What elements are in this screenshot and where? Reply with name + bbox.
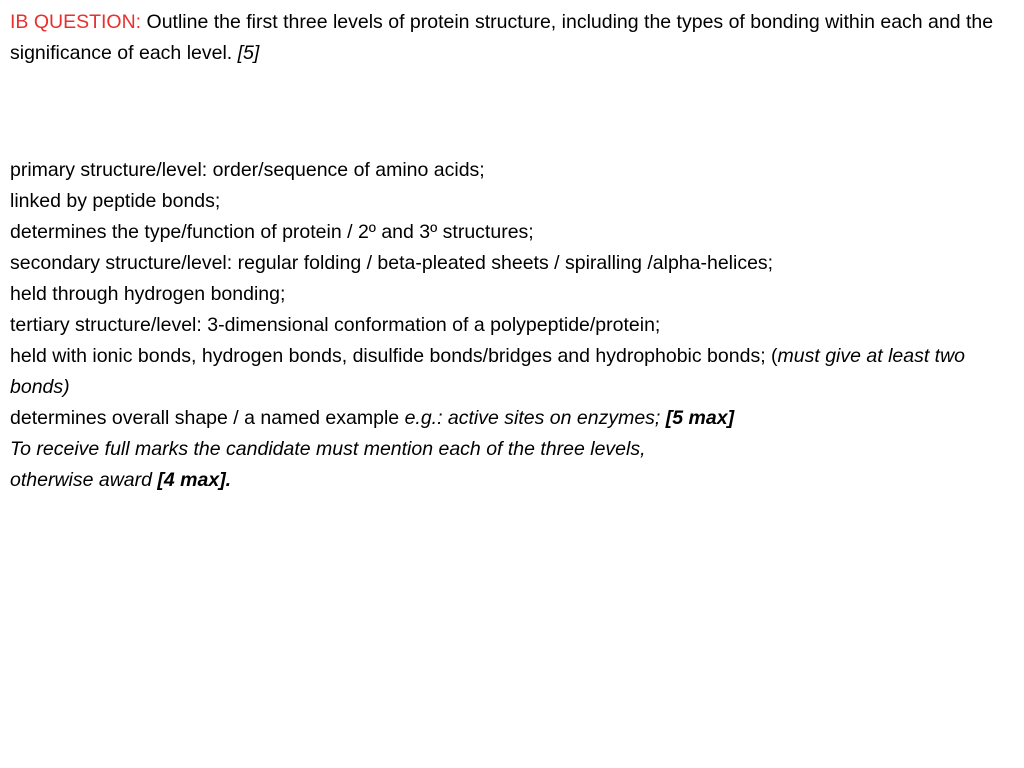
question-marks: [5]	[237, 42, 260, 64]
question-label: IB QUESTION:	[10, 11, 142, 33]
answer-line-function: determines the type/function of protein / 2º and 3º structures;	[10, 221, 534, 243]
otherwise-text: otherwise award	[10, 469, 158, 491]
overall-shape-example: e.g.: active sites on enzymes;	[404, 407, 661, 429]
answer-line-hydrogen-bonding: held through hydrogen bonding;	[10, 283, 286, 305]
markscheme-answer	[10, 155, 1010, 496]
question-block	[10, 7, 1010, 69]
tertiary-bonds-note: must give at least two bonds)	[10, 345, 966, 398]
max-marks-5: [5 max]	[665, 407, 735, 429]
answer-line-secondary: secondary structure/level: regular folding / beta-pleated sheets / spiralling /alpha-helices;	[10, 252, 774, 274]
question-text: Outline the first three levels of protein structure, including the types of bonding within each and the significance of each level.	[10, 11, 994, 64]
answer-line-primary: primary structure/level: order/sequence of amino acids;	[10, 159, 485, 181]
answer-line-peptide-bonds: linked by peptide bonds;	[10, 190, 221, 212]
max-marks-4: [4 max].	[157, 469, 232, 491]
answer-line-full-marks-note: To receive full marks the candidate must mention each of the three levels,	[10, 438, 646, 460]
answer-line-tertiary: tertiary structure/level: 3-dimensional conformation of a polypeptide/protein;	[10, 314, 661, 336]
overall-shape-text: determines overall shape / a named example	[10, 407, 405, 429]
answer-line-otherwise	[10, 465, 1010, 496]
answer-line-overall-shape	[10, 403, 1010, 434]
tertiary-bonds-text: held with ionic bonds, hydrogen bonds, disulfide bonds/bridges and hydrophobic bonds; (	[10, 345, 778, 367]
slide-content	[10, 7, 1010, 496]
answer-line-tertiary-bonds	[10, 341, 1010, 403]
